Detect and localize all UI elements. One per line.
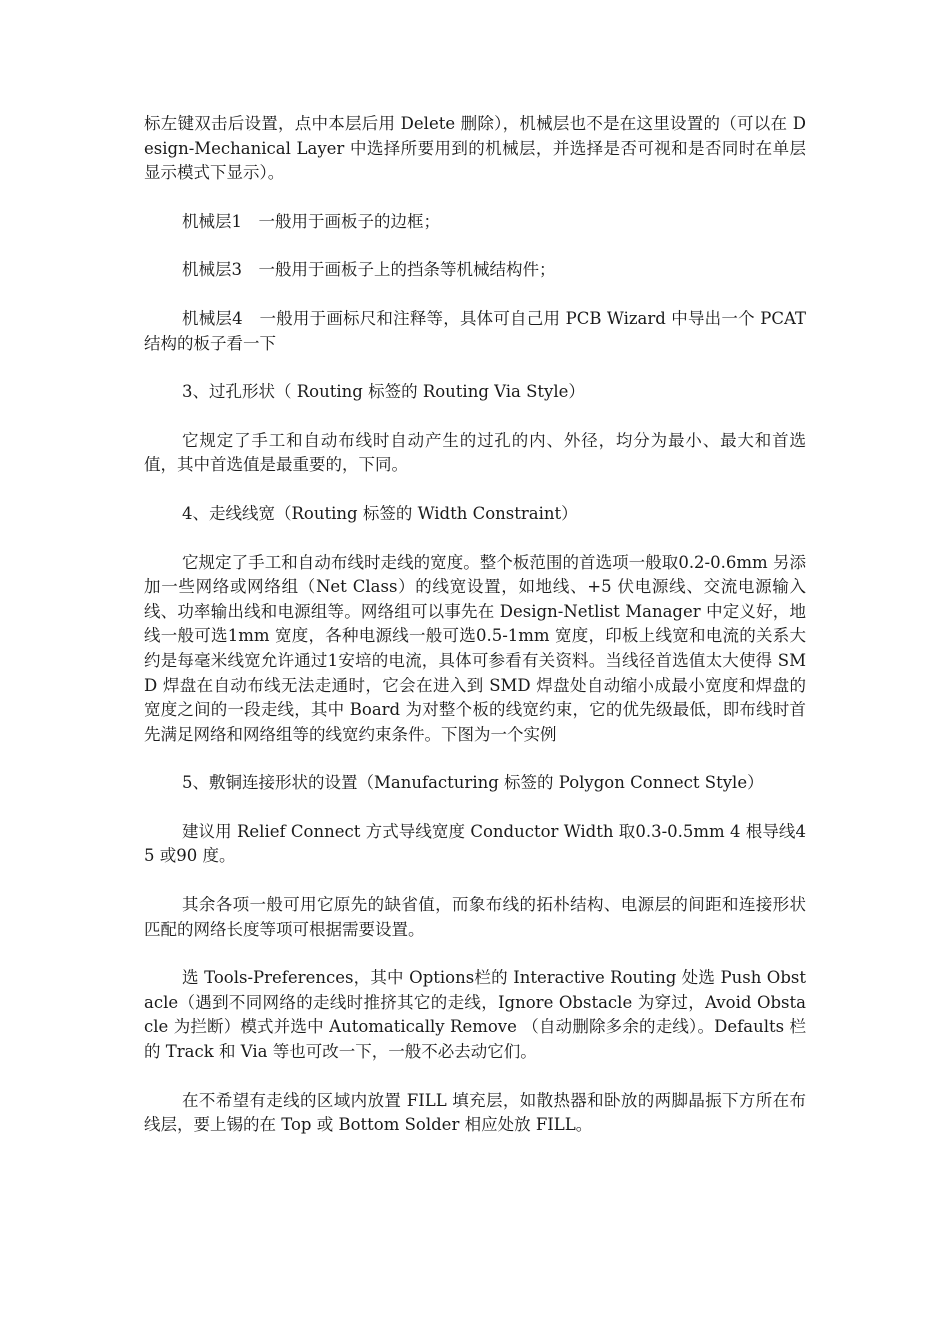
paragraph-fill-layer: 在不希望有走线的区域内放置 FILL 填充层，如散热器和卧放的两脚晶振下方所在布线层，要上锡的在 Top 或 Bottom Solder 相应处放 FILL。 — [144, 1090, 806, 1135]
section-heading-width-constraint: 4、走线线宽（Routing 标签的 Width Constraint） — [182, 503, 578, 523]
paragraph-mechanical-layer-4: 机械层4 一般用于画标尺和注释等，具体可自己用 PCB Wizard 中导出一个 PCAT 结构的板子看一下 — [144, 308, 806, 353]
section-heading-via-style: 3、过孔形状（ Routing 标签的 Routing Via Style） — [182, 382, 585, 402]
paragraph-mechanical-layer-1: 机械层1 一般用于画板子的边框； — [182, 211, 440, 231]
paragraph-mechanical-layer-3: 机械层3 一般用于画板子上的挡条等机械结构件； — [182, 260, 556, 280]
paragraph-via-style: 它规定了手工和自动布线时自动产生的过孔的内、外径，均分为最小、最大和首选值，其中首选值是最重要的，下同。 — [144, 430, 806, 475]
paragraph-other-defaults: 其余各项一般可用它原先的缺省值，而象布线的拓朴结构、电源层的间距和连接形状匹配的网络长度等项可根据需要设置。 — [144, 895, 806, 939]
document-page — [144, 112, 806, 1162]
section-heading-polygon-connect: 5、敷铜连接形状的设置（Manufacturing 标签的 Polygon Connect Style） — [182, 773, 764, 793]
paragraph-width-constraint: 它规定了手工和自动布线时走线的宽度。整个板范围的首选项一般取0.2-0.6mm 另添加一些网络或网络组（Net Class）的线宽设置，如地线、+5 伏电源线、交流电源输入线、功率输出线和电源组等。网络组可以事先在 Design-Netlist Manager 中定义好，地线一般可选1mm 宽度，各种电源线一般可选0.5-1mm 宽度，印板上线宽和电流的关系大约是每毫米线宽允许通过1安培的电流，具体可参看有关资料。当线径首选值太大使得 SMD 焊盘在自动布线无法走通时，它会在进入到 SMD 焊盘处自动缩小成最小宽度和焊盘的宽度之间的一段走线，其中 Board 为对整个板的线宽约束，它的优先级最低，即布线时首先满足网络和网络组等的线宽约束条件。下图为一个实例 — [144, 552, 806, 744]
paragraph-polygon-connect: 建议用 Relief Connect 方式导线宽度 Conductor Width 取0.3-0.5mm 4 根导线45 或90 度。 — [144, 821, 806, 866]
paragraph-tools-preferences: 选 Tools-Preferences，其中 Options栏的 Interactive Routing 处选 Push Obstacle（遇到不同网络的走线时推挤其它的走线，Ignore Obstacle 为穿过，Avoid Obstacle 为拦断）模式并选中 Automatically Remove （自动删除多余的走线）。Defaults 栏的 Track 和 Via 等也可改一下，一般不必去动它们。 — [144, 968, 806, 1062]
paragraph-mechanical-layer-intro: 标左键双击后设置，点中本层后用 Delete 删除），机械层也不是在这里设置的（可以在 Design-Mechanical Layer 中选择所要用到的机械层，并选择是否可视和是否同时在单层显示模式下显示）。 — [144, 114, 806, 183]
